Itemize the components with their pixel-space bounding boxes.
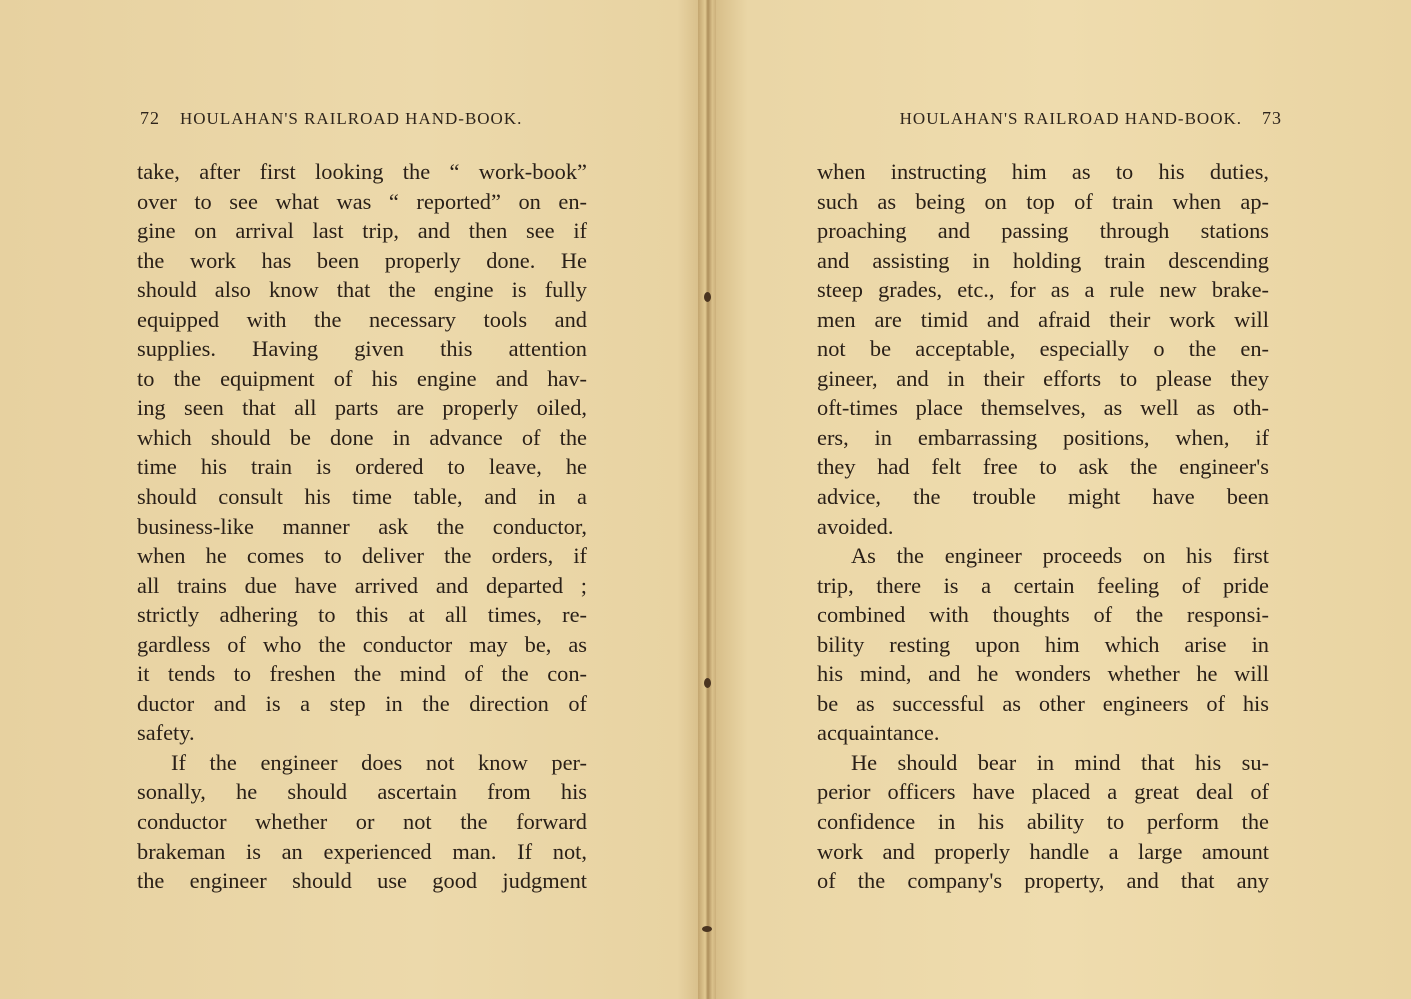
text-line: all trains due have arrived and departed ;: [137, 572, 587, 598]
text-line: safety.: [137, 720, 195, 746]
text-line: it tends to freshen the mind of the con-: [137, 661, 587, 687]
text-line: He should bear in mind that his su-: [851, 749, 1269, 775]
text-line: sonally, he should ascertain from his: [137, 779, 587, 805]
text-line: oft-times place themselves, as well as oth-: [817, 395, 1269, 421]
text-line: such as being on top of train when ap-: [817, 188, 1269, 214]
text-line: As the engineer proceeds on his first: [851, 543, 1269, 569]
text-line: gardless of who the conductor may be, as: [137, 631, 587, 657]
text-line: the work has been properly done. He: [137, 247, 587, 273]
text-line: work and properly handle a large amount: [817, 838, 1269, 864]
text-line: they had felt free to ask the engineer's: [817, 454, 1269, 480]
left-running-head: [140, 108, 590, 129]
text-line: when instructing him as to his duties,: [817, 159, 1269, 184]
text-line: conductor whether or not the forward: [137, 809, 587, 835]
text-line: over to see what was “ reported” on en-: [137, 188, 587, 214]
text-line: equipped with the necessary tools and: [137, 306, 587, 332]
binding-stitch: [704, 292, 711, 302]
text-line: ing seen that all parts are properly oiled,: [137, 395, 587, 421]
text-line: not be acceptable, especially o the en-: [817, 336, 1269, 362]
text-line: advice, the trouble might have been: [817, 484, 1269, 510]
text-line: the engineer should use good judgment: [137, 868, 587, 894]
text-line: time his train is ordered to leave, he: [137, 454, 587, 480]
right-page-text: [817, 157, 1269, 896]
text-line: of the company's property, and that any: [817, 868, 1269, 894]
text-line: when he comes to deliver the orders, if: [137, 543, 587, 569]
text-line: acquaintance.: [817, 720, 940, 746]
right-page-number: 73: [1262, 108, 1282, 128]
text-line: confidence in his ability to perform the: [817, 809, 1269, 835]
text-line: be as successful as other engineers of his: [817, 690, 1269, 716]
text-line: If the engineer does not know per-: [171, 749, 587, 775]
text-line: gine on arrival last trip, and then see if: [137, 218, 587, 244]
right-running-head: [870, 108, 1282, 129]
binding-stitch: [702, 926, 712, 932]
left-page: [0, 0, 700, 999]
text-line: take, after first looking the “ work-book”: [137, 159, 587, 184]
binding-stitch: [704, 678, 711, 688]
left-page-number: 72: [140, 108, 160, 128]
text-line: ductor and is a step in the direction of: [137, 690, 587, 716]
text-line: combined with thoughts of the responsi-: [817, 602, 1269, 628]
left-page-text: [137, 157, 587, 896]
text-line: brakeman is an experienced man. If not,: [137, 838, 587, 864]
text-line: should also know that the engine is fully: [137, 277, 587, 303]
text-line: bility resting upon him which arise in: [817, 631, 1269, 657]
text-line: trip, there is a certain feeling of pride: [817, 572, 1269, 598]
text-line: ers, in embarrassing positions, when, if: [817, 424, 1269, 450]
text-line: supplies. Having given this attention: [137, 336, 587, 362]
left-running-title: HOULAHAN'S RAILROAD HAND-BOOK.: [180, 109, 523, 128]
text-line: gineer, and in their efforts to please they: [817, 365, 1269, 391]
text-line: men are timid and afraid their work will: [817, 306, 1269, 332]
text-line: perior officers have placed a great deal of: [817, 779, 1269, 805]
text-line: should consult his time table, and in a: [137, 484, 587, 510]
text-line: strictly adhering to this at all times, re-: [137, 602, 587, 628]
text-line: his mind, and he wonders whether he will: [817, 661, 1269, 687]
right-running-title: HOULAHAN'S RAILROAD HAND-BOOK.: [899, 109, 1242, 128]
text-line: which should be done in advance of the: [137, 424, 587, 450]
text-line: and assisting in holding train descending: [817, 247, 1269, 273]
right-page: [712, 0, 1411, 999]
text-line: steep grades, etc., for as a rule new brake-: [817, 277, 1269, 303]
text-line: business-like manner ask the conductor,: [137, 513, 587, 539]
text-line: proaching and passing through stations: [817, 218, 1269, 244]
text-line: avoided.: [817, 513, 894, 539]
text-line: to the equipment of his engine and hav-: [137, 365, 587, 391]
